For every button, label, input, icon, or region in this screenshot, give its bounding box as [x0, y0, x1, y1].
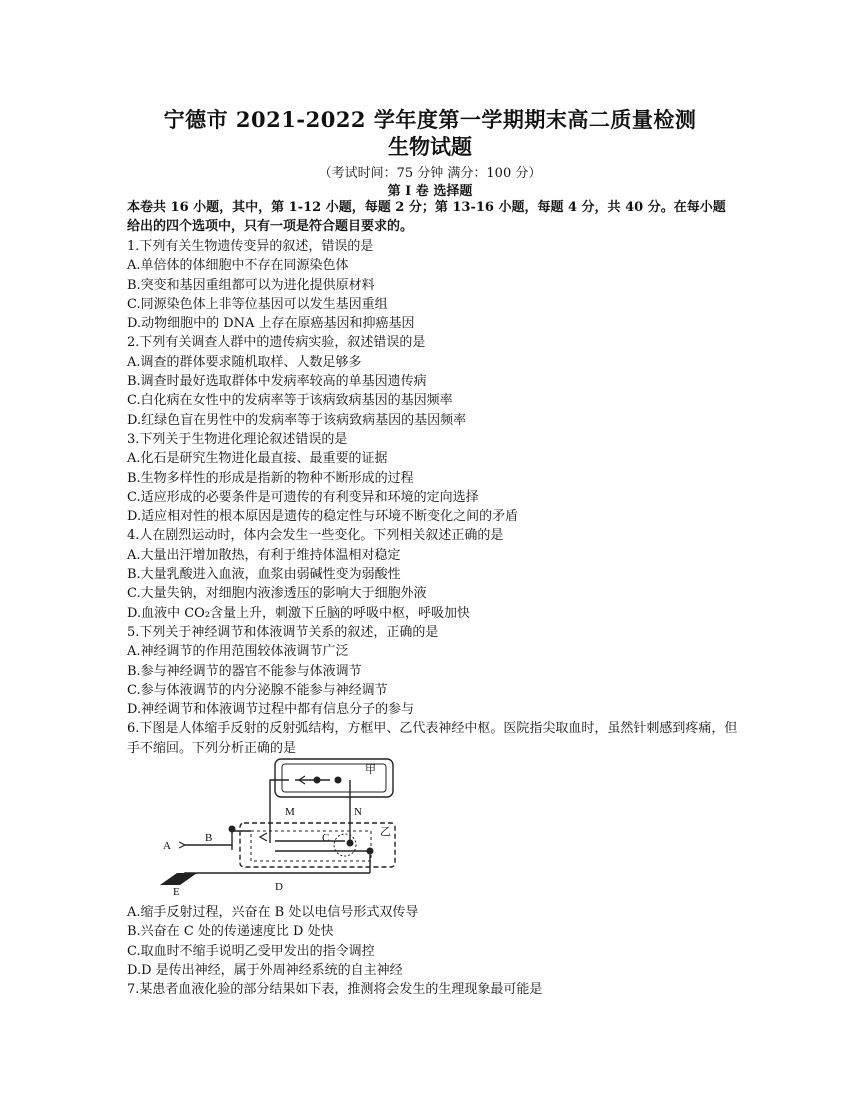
option: A.化石是研究生物进化最直接、最重要的证据 [127, 451, 388, 467]
center-yi-box [240, 823, 395, 867]
option: D.神经调节和体液调节过程中都有信息分子的参与 [127, 702, 415, 718]
label-a: A [163, 840, 171, 852]
question-stem: 1.下列有关生物遗传变异的叙述，错误的是 [127, 239, 374, 254]
option: C.取血时不缩手说明乙受甲发出的指令调控 [127, 943, 375, 959]
option: B.突变和基因重组都可以为进化提供原材料 [127, 277, 375, 293]
label-d: D [275, 881, 283, 893]
exam-title: 宁德市 2021-2022 学年度第一学期期末高二质量检测 [163, 107, 697, 132]
option: C.大量失钠，对细胞内液渗透压的影响大于细胞外液 [127, 586, 427, 602]
exam-info: （考试时间：75 分钟 满分：100 分） [318, 166, 542, 181]
option: D.D 是传出神经，属于外周神经系统的自主神经 [127, 962, 403, 978]
question-stem: 3.下列关于生物进化理论叙述错误的是 [127, 431, 348, 447]
option: C.白化病在女性中的发病率等于该病致病基因的基因频率 [127, 393, 453, 409]
question-stem: 4.人在剧烈运动时，体内会发生一些变化。下列相关叙述正确的是 [127, 528, 504, 544]
question-stem: 2.下列有关调查人群中的遗传病实验，叙述错误的是 [127, 335, 426, 351]
section-instructions: 本卷共 16 小题，其中，第 1-12 小题，每题 2 分；第 13-16 小题，每题 4 分，共 40 分。在每小题给出的四个选项中，只有一项是符合题目要求的。 [127, 200, 726, 234]
exam-subject: 生物试题 [388, 134, 472, 159]
option: C.同源染色体上非等位基因可以发生基因重组 [127, 296, 388, 312]
option: A.大量出汗增加散热，有利于维持体温相对稳定 [127, 547, 401, 563]
option: D.适应相对性的根本原因是遗传的稳定性与环境不断变化之间的矛盾 [127, 509, 519, 525]
effector-e [160, 873, 197, 885]
option: A.单倍体的体细胞中不存在同源染色体 [127, 258, 349, 274]
option: A.神经调节的作用范围较体液调节广泛 [127, 644, 349, 660]
option: D.血液中 CO₂含量上升，刺激下丘脑的呼吸中枢，呼吸加快 [127, 605, 471, 621]
label-e: E [173, 886, 180, 895]
label-m: M [285, 806, 295, 818]
option: B.兴奋在 C 处的传递速度比 D 处快 [127, 924, 334, 940]
questions-6-7 [127, 903, 747, 999]
option: B.生物多样性的形成是指新的物种不断形成的过程 [127, 470, 414, 486]
option: D.动物细胞中的 DNA 上存在原癌基因和抑癌基因 [127, 316, 415, 332]
label-yi: 乙 [380, 826, 391, 838]
option: C.参与体液调节的内分泌腺不能参与神经调节 [127, 682, 388, 698]
label-n: N [354, 806, 362, 818]
option: A.缩手反射过程，兴奋在 B 处以电信号形式双传导 [127, 905, 419, 920]
question-stem: 6.下图是人体缩手反射的反射弧结构，方框甲、乙代表神经中枢。医院指尖取血时，虽然针刺感到疼痛，但手不缩回。下列分析正确的是 [127, 721, 738, 756]
section-heading: 第 I 卷 选择题 [387, 184, 473, 199]
label-jia: 甲 [365, 764, 376, 776]
option: B.大量乳酸进入血液，血浆由弱碱性变为弱酸性 [127, 567, 401, 583]
option: D.红绿色盲在男性中的发病率等于该病致病基因的基因频率 [127, 412, 467, 428]
reflex-arc-diagram [155, 755, 405, 895]
option: B.参与神经调节的器官不能参与体液调节 [127, 663, 362, 679]
questions-1-6 [127, 237, 747, 758]
option: B.调查时最好选取群体中发病率较高的单基因遗传病 [127, 374, 427, 390]
label-c: C [322, 832, 330, 844]
option: A.调查的群体要求随机取样、人数足够多 [127, 354, 362, 370]
question-stem: 7.某患者血液化验的部分结果如下表，推测将会发生的生理现象最可能是 [127, 982, 543, 998]
question-stem: 5.下列关于神经调节和体液调节关系的叙述，正确的是 [127, 624, 439, 640]
option: C.适应形成的必要条件是可遗传的有利变异和环境的定向选择 [127, 489, 479, 505]
label-b: B [205, 832, 213, 844]
